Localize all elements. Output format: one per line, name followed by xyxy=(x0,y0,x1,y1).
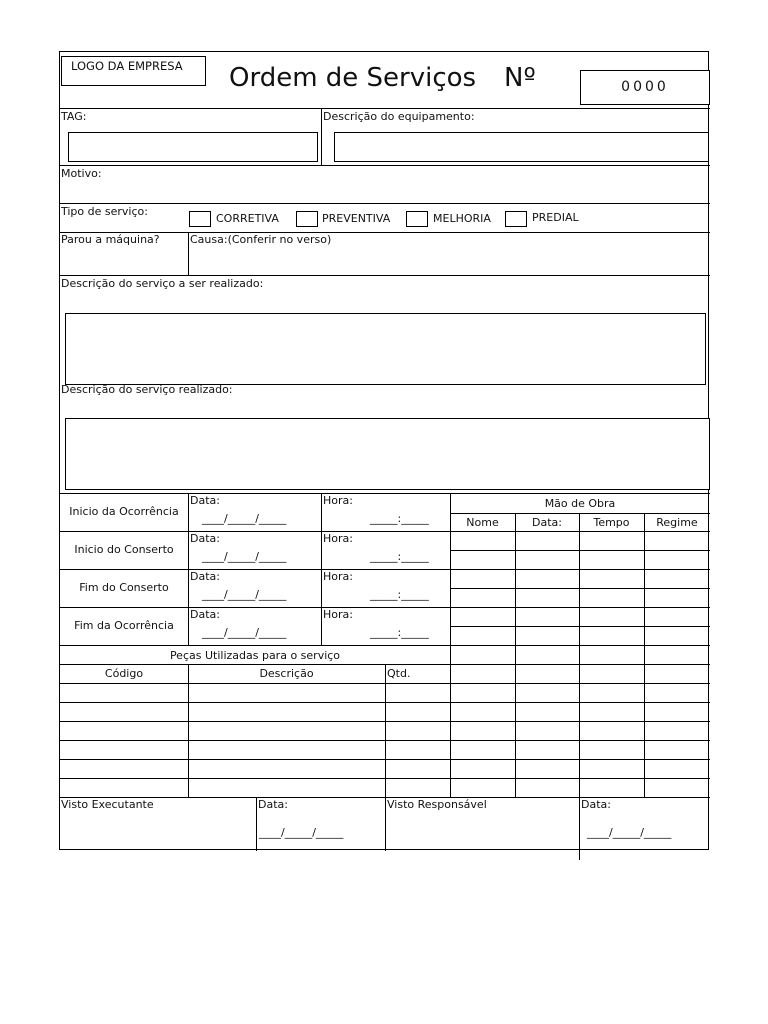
checkbox-corrective[interactable] xyxy=(189,211,211,227)
page-title: Ordem de Serviços xyxy=(229,63,477,93)
footer-date-blank: ____/_____/_____ xyxy=(587,826,672,839)
date-blank: ____/_____/_____ xyxy=(202,588,287,601)
divider xyxy=(579,513,580,860)
date-blank: ____/_____/_____ xyxy=(202,626,287,639)
divider xyxy=(450,759,710,760)
divider xyxy=(450,778,710,779)
equipment-description-input[interactable] xyxy=(334,132,709,162)
labor-col-name: Nome xyxy=(466,516,499,529)
divider xyxy=(60,778,450,779)
service-done-label: Descrição do serviço realizado: xyxy=(61,383,233,396)
hour-blank: _____:_____ xyxy=(370,550,429,563)
date-label: Data: xyxy=(190,608,220,621)
divider xyxy=(450,588,710,589)
cause-label: Causa:(Conferir no verso) xyxy=(190,233,332,246)
date-label: Data: xyxy=(190,494,220,507)
labor-col-date: Data: xyxy=(532,516,562,529)
timeline-row-label: Inicio do Conserto xyxy=(74,543,174,556)
divider xyxy=(60,702,450,703)
divider xyxy=(188,232,189,275)
divider xyxy=(60,797,710,798)
hour-blank: _____:_____ xyxy=(370,626,429,639)
divider xyxy=(450,531,710,532)
parts-col-qty: Qtd. xyxy=(387,667,411,680)
hour-label: Hora: xyxy=(323,532,353,545)
executor-signature-label: Visto Executante xyxy=(61,798,154,811)
checkbox-improvement[interactable] xyxy=(406,211,428,227)
divider xyxy=(450,683,710,684)
labor-title: Mão de Obra xyxy=(544,497,616,510)
date-blank: ____/_____/_____ xyxy=(202,512,287,525)
divider xyxy=(450,513,710,514)
divider xyxy=(450,550,710,551)
divider xyxy=(321,108,322,165)
divider xyxy=(60,165,710,166)
service-done-input[interactable] xyxy=(65,418,710,490)
hour-label: Hora: xyxy=(323,494,353,507)
footer-date-label: Data: xyxy=(581,798,611,811)
checkbox-building[interactable] xyxy=(505,211,527,227)
service-order-form xyxy=(59,51,709,850)
divider xyxy=(450,702,710,703)
timeline-row-label: Fim do Conserto xyxy=(79,581,169,594)
divider xyxy=(450,721,710,722)
divider xyxy=(515,513,516,797)
number-symbol: Nº xyxy=(504,63,536,93)
divider xyxy=(450,645,710,646)
parts-col-description: Descrição xyxy=(259,667,314,680)
footer-date-label: Data: xyxy=(258,798,288,811)
date-label: Data: xyxy=(190,532,220,545)
service-to-do-label: Descrição do serviço a ser realizado: xyxy=(61,277,264,290)
divider xyxy=(60,493,710,494)
option-corrective-label: CORRETIVA xyxy=(216,212,279,225)
divider xyxy=(60,203,710,204)
labor-col-regime: Regime xyxy=(656,516,698,529)
parts-col-code: Código xyxy=(104,667,144,680)
option-building-label: PREDIAL xyxy=(532,211,579,224)
labor-col-time: Tempo xyxy=(593,516,630,529)
divider xyxy=(385,797,386,851)
divider xyxy=(60,108,710,109)
divider xyxy=(450,626,710,627)
checkbox-preventive[interactable] xyxy=(296,211,318,227)
date-label: Data: xyxy=(190,570,220,583)
date-blank: ____/_____/_____ xyxy=(202,550,287,563)
option-preventive-label: PREVENTIVA xyxy=(322,212,391,225)
timeline-row-label: Fim da Ocorrência xyxy=(74,619,174,632)
timeline-row-label: Inicio da Ocorrência xyxy=(69,505,179,518)
divider xyxy=(60,645,450,646)
reason-label: Motivo: xyxy=(61,167,102,180)
divider xyxy=(60,664,450,665)
divider xyxy=(60,721,450,722)
divider xyxy=(450,740,710,741)
service-type-label: Tipo de serviço: xyxy=(61,205,148,218)
tag-label: TAG: xyxy=(61,110,87,123)
responsible-signature-label: Visto Responsável xyxy=(387,798,487,811)
company-logo-label: LOGO DA EMPRESA xyxy=(71,59,183,73)
parts-title: Peças Utilizadas para o serviço xyxy=(169,649,341,662)
hour-label: Hora: xyxy=(323,608,353,621)
divider xyxy=(450,664,710,665)
option-improvement-label: MELHORIA xyxy=(433,212,491,225)
tag-input[interactable] xyxy=(68,132,318,162)
divider xyxy=(450,569,710,570)
divider xyxy=(60,759,450,760)
divider xyxy=(60,607,450,608)
divider xyxy=(450,607,710,608)
divider xyxy=(60,740,450,741)
footer-date-blank: ____/_____/_____ xyxy=(259,826,344,839)
hour-blank: _____:_____ xyxy=(370,512,429,525)
divider xyxy=(60,683,450,684)
machine-stopped-label: Parou a máquina? xyxy=(61,233,160,246)
divider xyxy=(256,797,257,851)
divider xyxy=(60,275,710,276)
order-number: 0000 xyxy=(621,79,669,95)
service-to-do-input[interactable] xyxy=(65,313,706,385)
divider xyxy=(60,531,450,532)
hour-blank: _____:_____ xyxy=(370,588,429,601)
divider xyxy=(60,569,450,570)
divider xyxy=(644,513,645,797)
equipment-description-label: Descrição do equipamento: xyxy=(323,110,475,123)
hour-label: Hora: xyxy=(323,570,353,583)
